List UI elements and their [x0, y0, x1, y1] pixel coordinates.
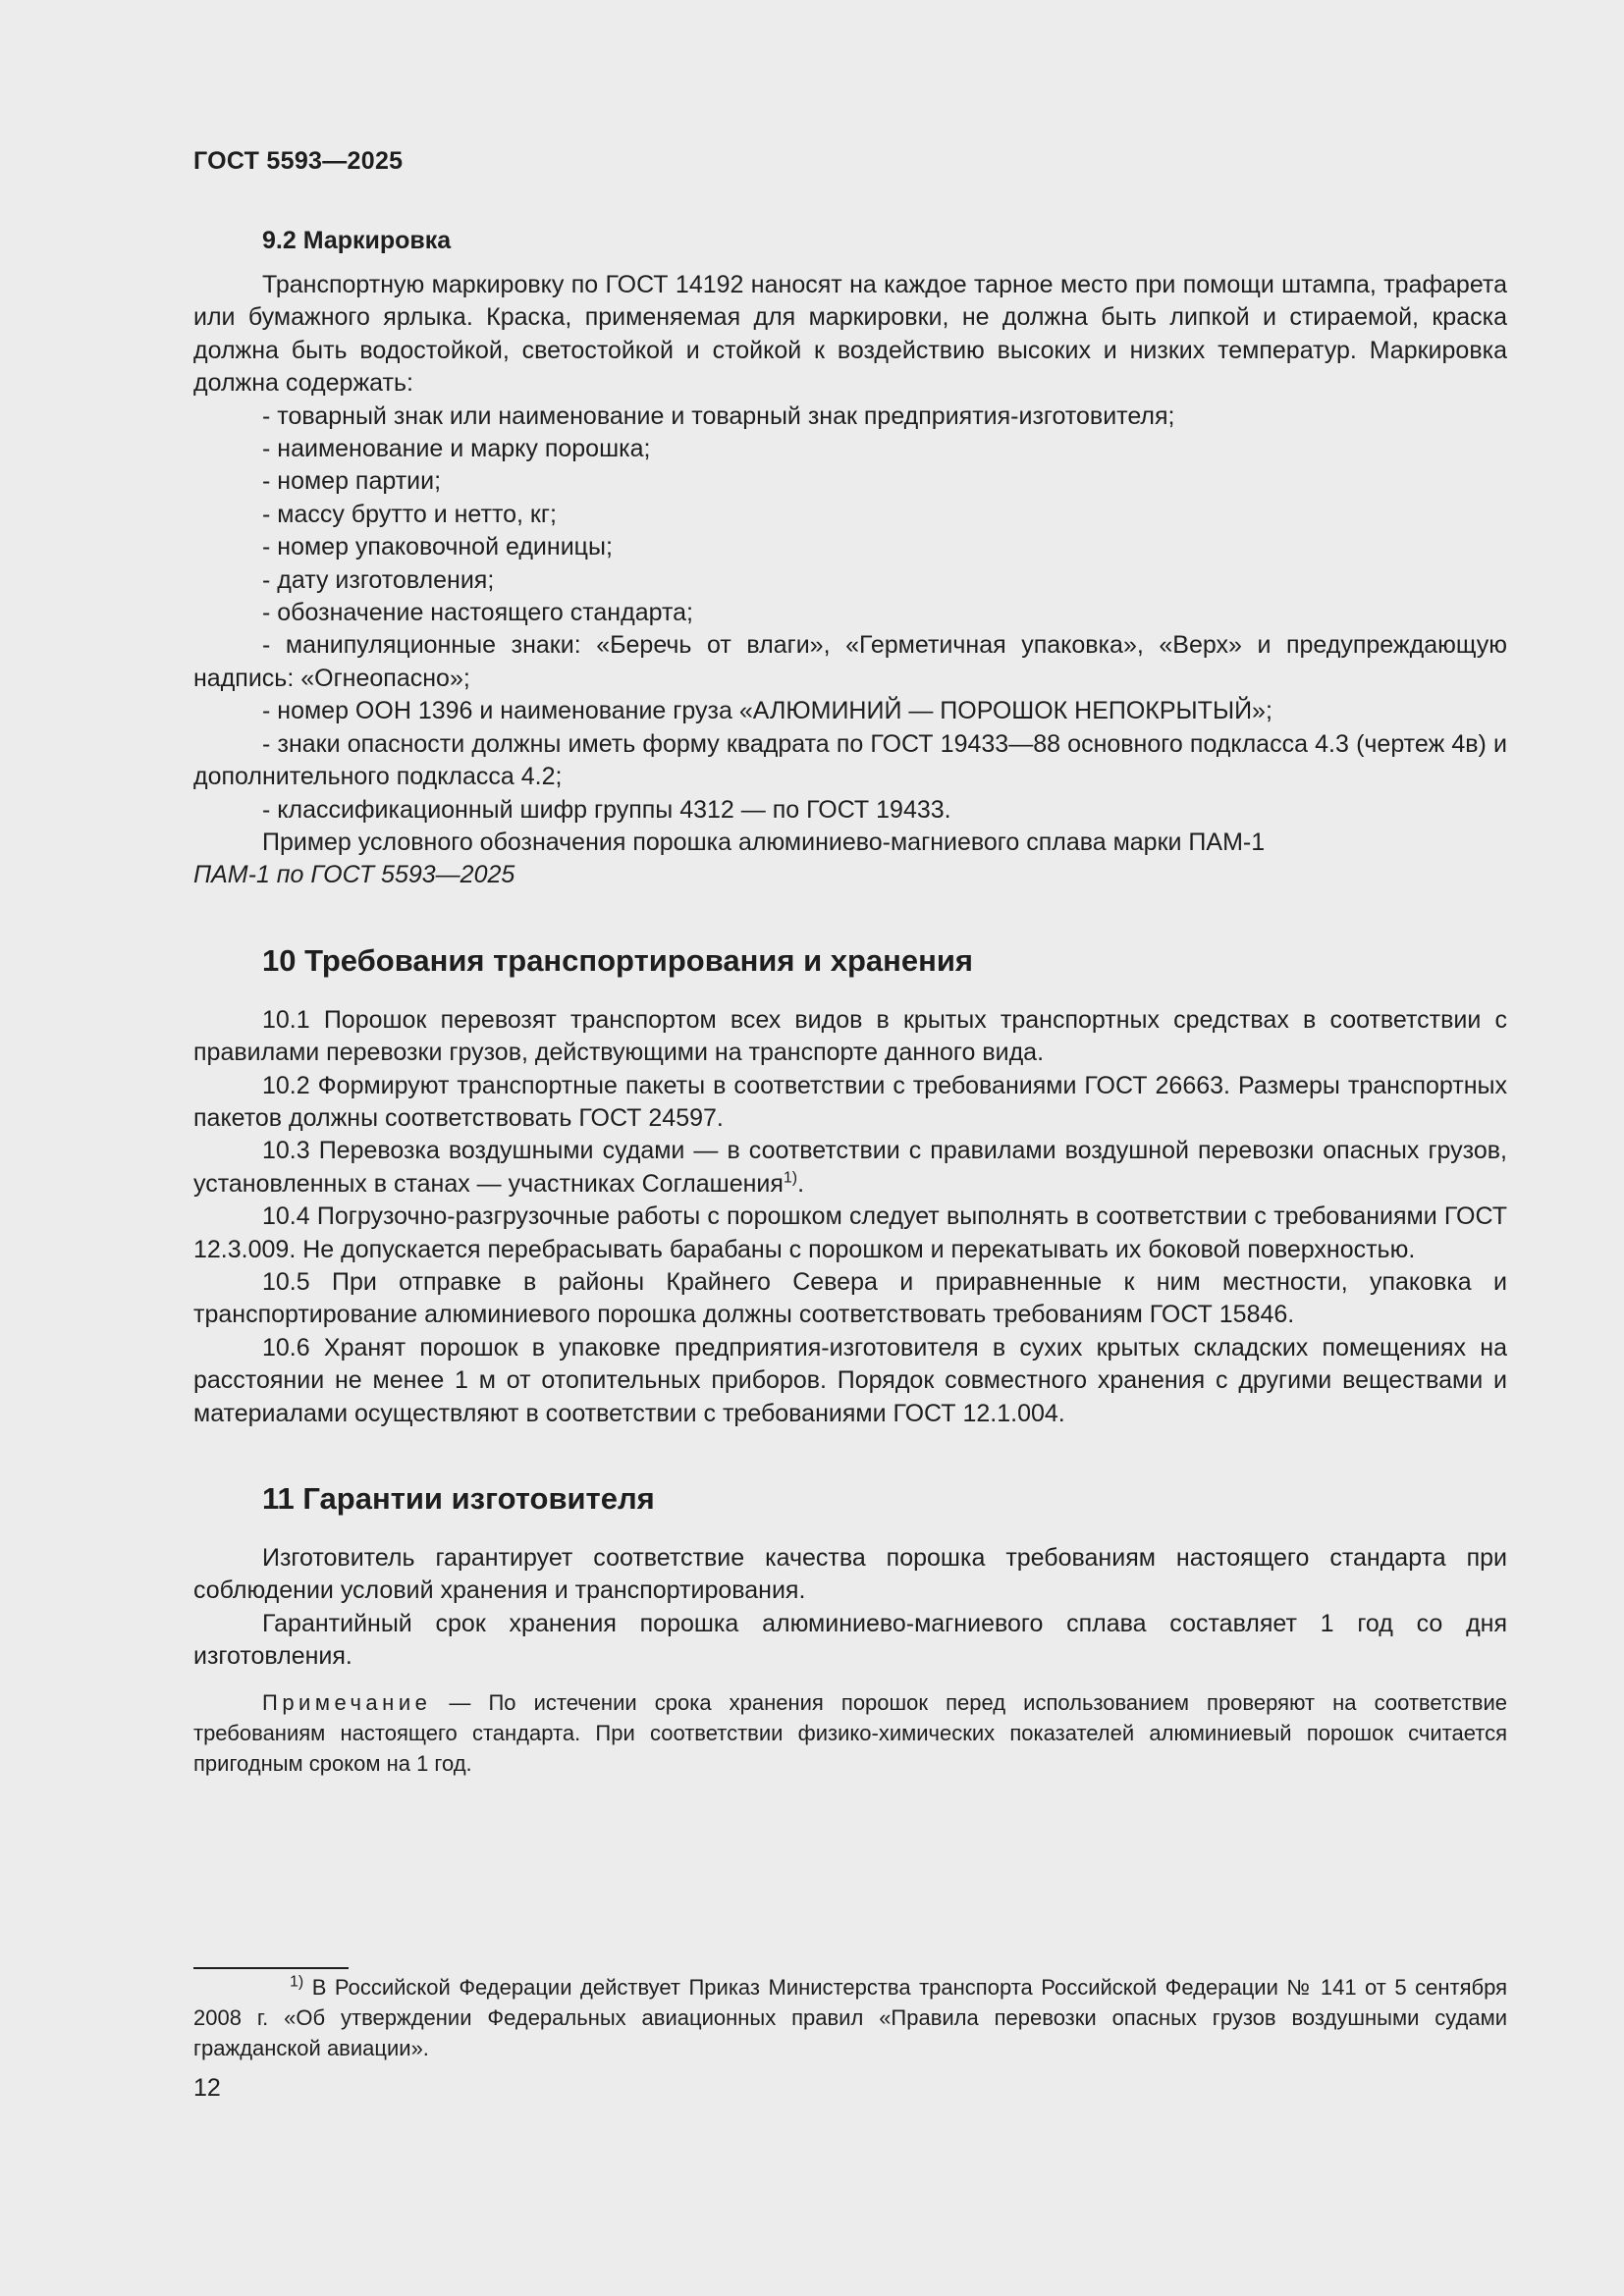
- subsection-heading-9-2: 9.2 Маркировка: [262, 227, 452, 254]
- list-item: - классификационный шифр группы 4312 — по ГОСТ 19433.: [262, 795, 951, 824]
- example-designation: ПАМ-1 по ГОСТ 5593—2025: [193, 861, 515, 889]
- list-item: - товарный знак или наименование и товарный знак предприятия-изготовителя;: [262, 401, 1175, 430]
- marking-list: [193, 400, 1507, 827]
- note-label: Примечание: [262, 1689, 432, 1715]
- paragraph-marking-intro: Транспортную маркировку по ГОСТ 14192 наносят на каждое тарное место при помощи штампа, трафарета или бумажного ярлыка. Краска, применяемая для маркировки, не должна быть липкой и стираемой, краска должна быть водостойкой, светостойкой и стойкой к воздействию высоких и низких температур. Маркировка должна содержать:: [193, 271, 1507, 398]
- note: [193, 1687, 1507, 1779]
- list-item: - манипуляционные знаки: «Беречь от влаги», «Герметичная упаковка», «Верх» и предупреждающую надпись: «Огнеопасно»;: [193, 631, 1507, 692]
- note-text: — По истечении срока хранения порошок перед использованием проверяют на соответствие требованиям настоящего стандарта. При соответствии физико-химических показателей алюминиевый порошок считается пригодным сроком на 1 год.: [193, 1689, 1507, 1776]
- page-number: 12: [193, 2074, 221, 2102]
- paragraph-11-1: Изготовитель гарантирует соответствие качества порошка требованиям настоящего стандарта при соблюдении условий хранения и транспортирования.: [193, 1544, 1507, 1605]
- paragraph-10-6: 10.6 Хранят порошок в упаковке предприятия-изготовителя в сухих крытых складских помещениях на расстоянии не менее 1 м от отопительных приборов. Порядок совместного хранения с другими веществами и материалами осуществляют в соответствии с требованиями ГОСТ 12.1.004.: [193, 1333, 1507, 1427]
- list-item: - номер ООН 1396 и наименование груза «АЛЮМИНИЙ — ПОРОШОК НЕПОКРЫТЫЙ»;: [262, 697, 1272, 725]
- footnote: [193, 1972, 1507, 2063]
- list-item: - дату изготовления;: [262, 565, 495, 594]
- footnote-divider: [193, 1967, 349, 1969]
- list-item: - знаки опасности должны иметь форму квадрата по ГОСТ 19433—88 основного подкласса 4.3 (чертеж 4в) и дополнительного подкласса 4.2;: [193, 729, 1507, 791]
- paragraph-10-3-text: 10.3 Перевозка воздушными судами — в соответствии с правилами воздушной перевозки опасных грузов, установленных в станах — участниках Соглашения: [193, 1137, 1507, 1198]
- list-item: - номер партии;: [262, 467, 442, 496]
- main-content: [193, 225, 1507, 1779]
- list-item: - номер упаковочной единицы;: [262, 533, 613, 561]
- list-item: - массу брутто и нетто, кг;: [262, 500, 557, 528]
- paragraph-10-1: 10.1 Порошок перевозят транспортом всех видов в крытых транспортных средствах в соответствии с правилами перевозки грузов, действующими на транспорте данного вида.: [193, 1005, 1507, 1067]
- paragraph-10-2: 10.2 Формируют транспортные пакеты в соответствии с требованиями ГОСТ 26663. Размеры транспортных пакетов должны соответствовать ГОСТ 24597.: [193, 1071, 1507, 1132]
- footnote-reference[interactable]: 1): [783, 1169, 798, 1187]
- section-heading-11: 11 Гарантии изготовителя: [262, 1481, 655, 1516]
- document-header: ГОСТ 5593—2025: [193, 147, 404, 175]
- paragraph-10-5: 10.5 При отправке в районы Крайнего Севера и приравненные к ним местности, упаковка и транспортирование алюминиевого порошка должны соответствовать требованиям ГОСТ 15846.: [193, 1267, 1507, 1329]
- section-heading-10: 10 Требования транспортирования и хранения: [262, 942, 973, 978]
- paragraph-10-3: [193, 1135, 1507, 1201]
- paragraph-10-3-end: .: [797, 1169, 805, 1198]
- list-item: - обозначение настоящего стандарта;: [262, 599, 693, 627]
- footnote-marker: 1): [290, 1973, 304, 1991]
- paragraph-example-intro: Пример условного обозначения порошка алюминиево-магниевого сплава марки ПАМ-1: [262, 828, 1266, 856]
- paragraph-10-4: 10.4 Погрузочно-разгрузочные работы с порошком следует выполнять в соответствии с требованиями ГОСТ 12.3.009. Не допускается перебрасывать барабаны с порошком и перекатывать их боковой поверхностью.: [193, 1202, 1507, 1263]
- list-item: - наименование и марку порошка;: [262, 435, 651, 463]
- paragraph-11-2: Гарантийный срок хранения порошка алюминиево-магниевого сплава составляет 1 год со дня изготовления.: [193, 1609, 1507, 1671]
- footnote-text: В Российской Федерации действует Приказ Министерства транспорта Российской Федерации № 141 от 5 сентября 2008 г. «Об утверждении Федеральных авиационных правил «Правила перевозки опасных грузов воздушными судами гражданской авиации».: [193, 1975, 1507, 2060]
